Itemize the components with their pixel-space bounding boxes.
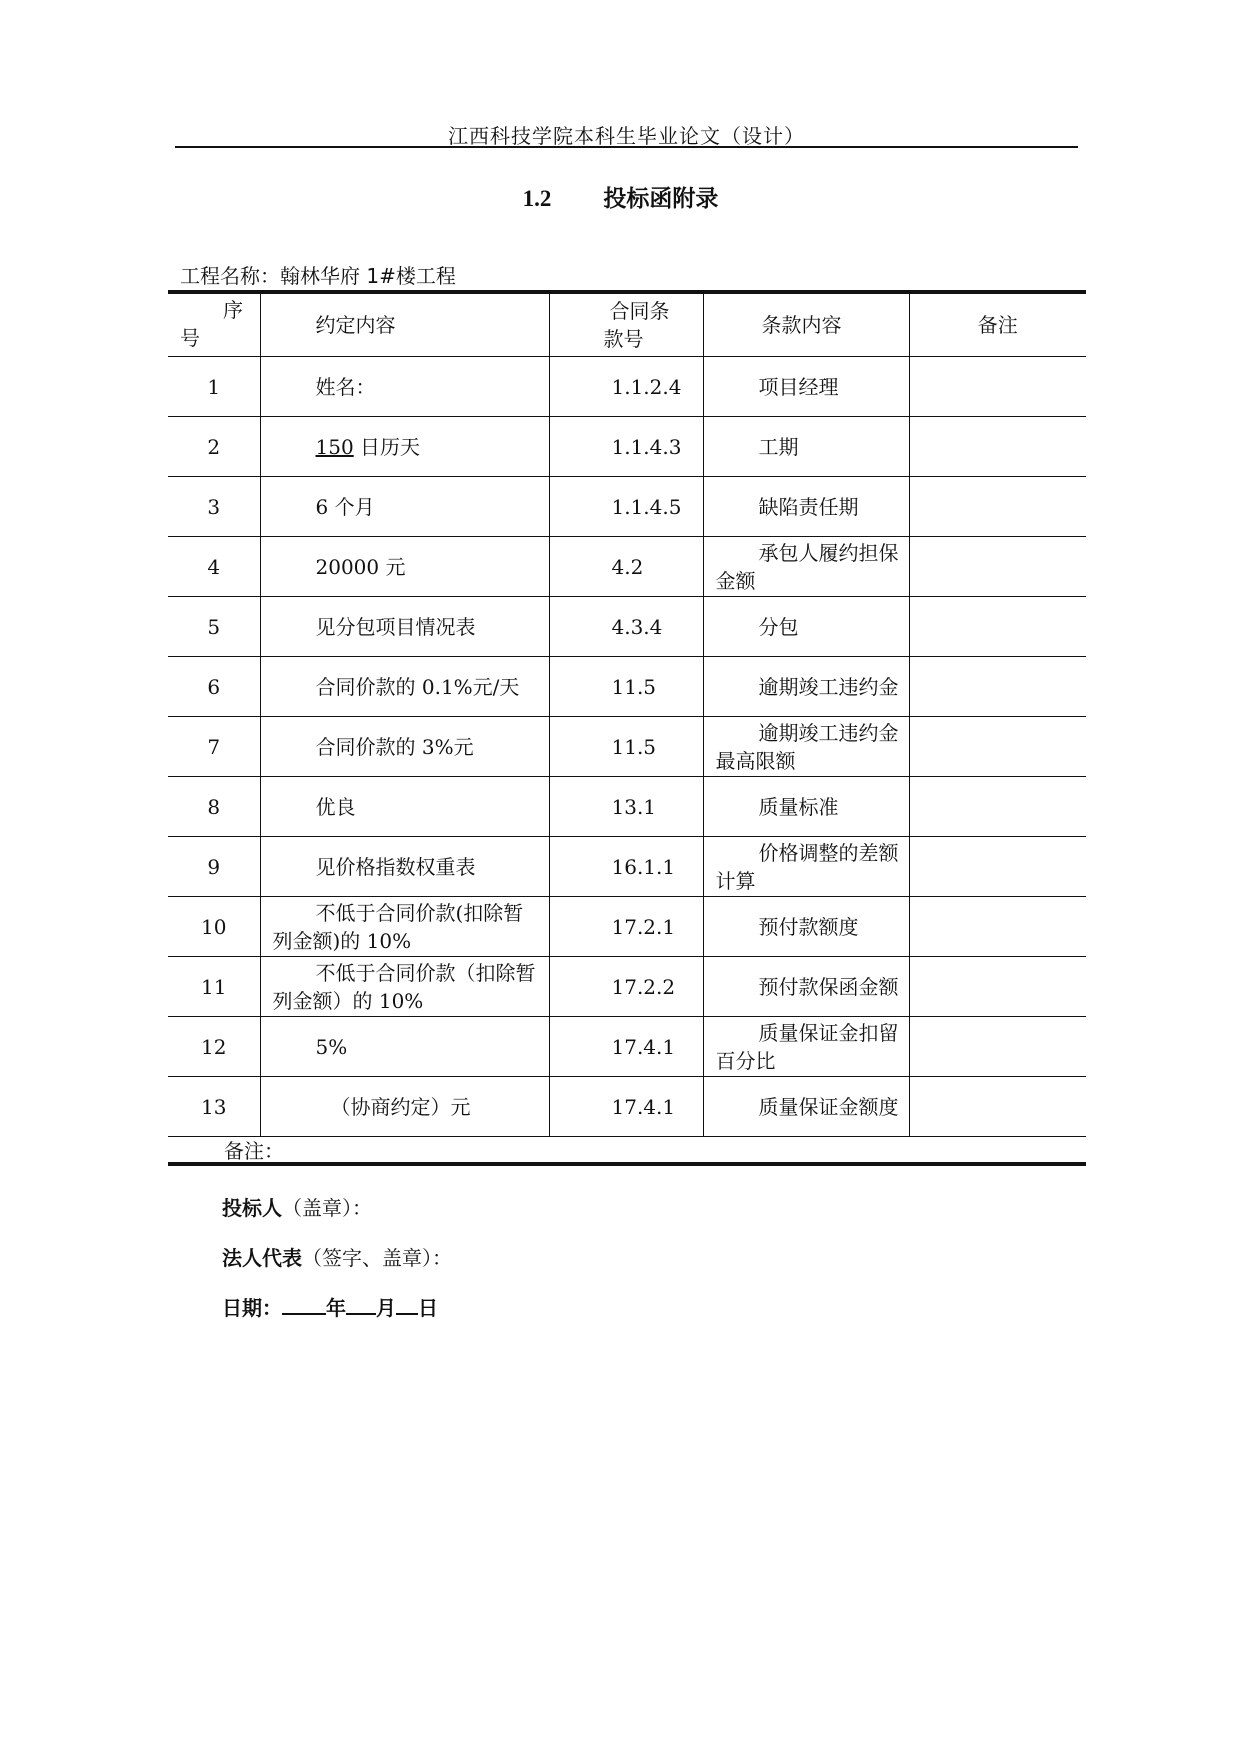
year-blank — [282, 1293, 326, 1315]
table-row: 12 5% 17.4.1 质量保证金扣留百分比 — [168, 1017, 1086, 1077]
legal-rep-line — [222, 1242, 452, 1271]
date-line — [222, 1292, 438, 1321]
month-label: 月 — [376, 1296, 396, 1320]
header-content: 约定内容 — [260, 292, 549, 357]
table-row: 13 （协商约定）元 17.4.1 质量保证金额度 — [168, 1077, 1086, 1137]
table-row: 7 合同价款的 3%元 11.5 逾期竣工违约金最高限额 — [168, 717, 1086, 777]
project-name-line — [180, 260, 456, 289]
table-footer-note: 备注： — [224, 1139, 284, 1163]
table-row: 2 150 日历天 1.1.4.3 工期 — [168, 417, 1086, 477]
header-clause-no: 合同条 款号 — [549, 292, 703, 357]
header-remark: 备注 — [909, 292, 1086, 357]
project-name: 翰林华府 1#楼工程 — [280, 264, 456, 288]
table-row: 11 不低于合同价款（扣除暂列金额）的 10% 17.2.2 预付款保函金额 — [168, 957, 1086, 1017]
table-row: 4 20000 元 4.2 承包人履约担保金额 — [168, 537, 1086, 597]
legal-rep-label: 法人代表 — [222, 1246, 302, 1270]
bidder-label: 投标人 — [222, 1196, 282, 1220]
table-row: 10 不低于合同价款(扣除暂列金额)的 10% 17.2.1 预付款额度 — [168, 897, 1086, 957]
table-row: 1 姓名： 1.1.2.4 项目经理 — [168, 357, 1086, 417]
table-row: 9 见价格指数权重表 16.1.1 价格调整的差额计算 — [168, 837, 1086, 897]
month-blank — [346, 1293, 376, 1315]
bidder-line — [222, 1192, 372, 1221]
table-header-row — [168, 292, 1086, 357]
table-bottom-rule — [168, 1162, 1086, 1166]
header-seq: 序 号 — [168, 292, 260, 357]
duration-value: 150 — [315, 434, 354, 459]
table-row: 8 优良 13.1 质量标准 — [168, 777, 1086, 837]
day-label: 日 — [418, 1296, 438, 1320]
table-row: 5 见分包项目情况表 4.3.4 分包 — [168, 597, 1086, 657]
day-blank — [396, 1293, 418, 1315]
bidder-suffix: （盖章）： — [282, 1196, 372, 1220]
header-clause-content: 条款内容 — [703, 292, 909, 357]
section-title-text: 投标函附录 — [603, 186, 719, 212]
table-row: 6 合同价款的 0.1%元/天 11.5 逾期竣工违约金 — [168, 657, 1086, 717]
project-label: 工程名称： — [180, 264, 280, 288]
page-header: 江西科技学院本科生毕业论文（设计） — [448, 124, 805, 148]
date-label: 日期： — [222, 1296, 282, 1320]
legal-rep-suffix: （签字、盖章）： — [302, 1246, 452, 1270]
table-row: 3 6 个月 1.1.4.5 缺陷责任期 — [168, 477, 1086, 537]
section-number: 1.2 — [522, 186, 552, 211]
section-title — [0, 180, 1241, 213]
year-label: 年 — [326, 1296, 346, 1320]
appendix-table — [168, 290, 1086, 1137]
header-rule — [175, 146, 1078, 148]
